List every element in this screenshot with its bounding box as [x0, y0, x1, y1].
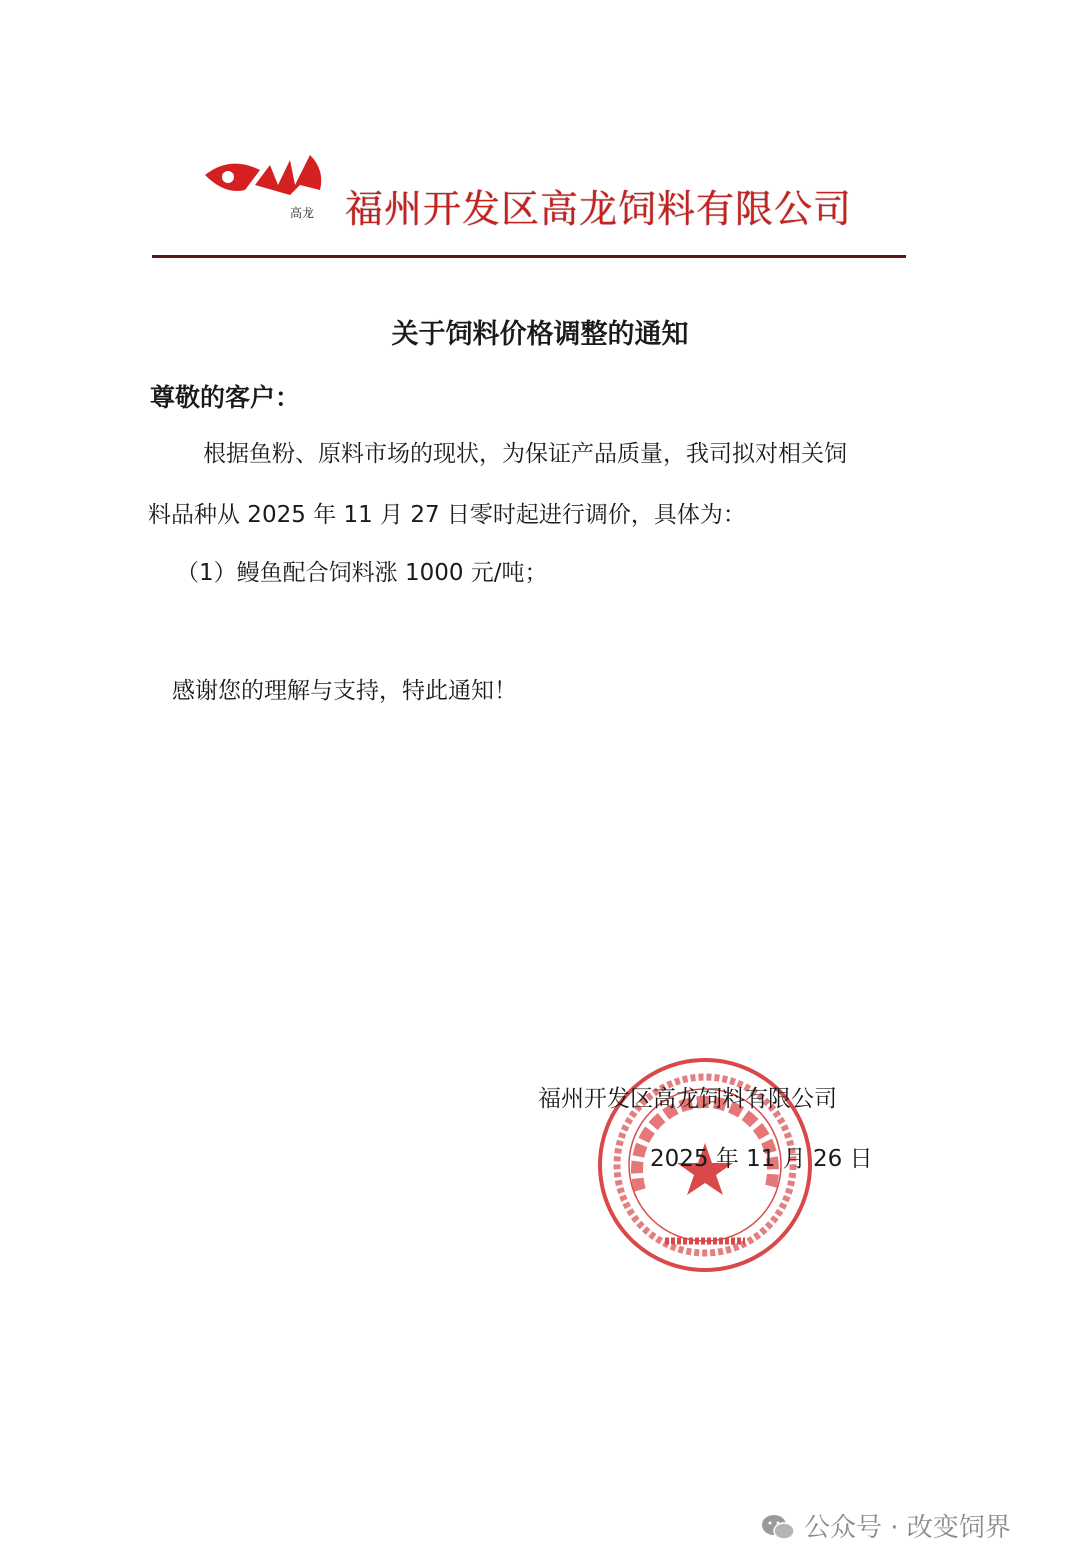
signature-date: 2025 年 11 月 26 日: [650, 1146, 873, 1172]
salutation: 尊敬的客户：: [150, 383, 301, 412]
watermark-text: 公众号 · 改变饲界: [804, 1513, 1011, 1543]
notice-title: 关于饲料价格调整的通知: [391, 319, 689, 350]
body-line-2: 料品种从 2025 年 11 月 27 日零时起进行调价，具体为：: [148, 502, 746, 528]
watermark: [760, 1512, 1011, 1544]
signature-company: 福州开发区高龙饲料有限公司: [538, 1086, 837, 1112]
logo-subtext: 高龙: [290, 206, 315, 220]
letterhead-divider: [152, 255, 906, 258]
closing-text: 感谢您的理解与支持，特此通知！: [172, 678, 517, 704]
price-item-1: （1）鳗鱼配合饲料涨 1000 元/吨；: [176, 560, 548, 586]
body-line-1: 根据鱼粉、原料市场的现状，为保证产品质量，我司拟对相关饲: [203, 441, 847, 467]
letterhead-company-name: 福州开发区高龙饲料有限公司: [345, 187, 853, 231]
wechat-icon: [760, 1513, 796, 1543]
